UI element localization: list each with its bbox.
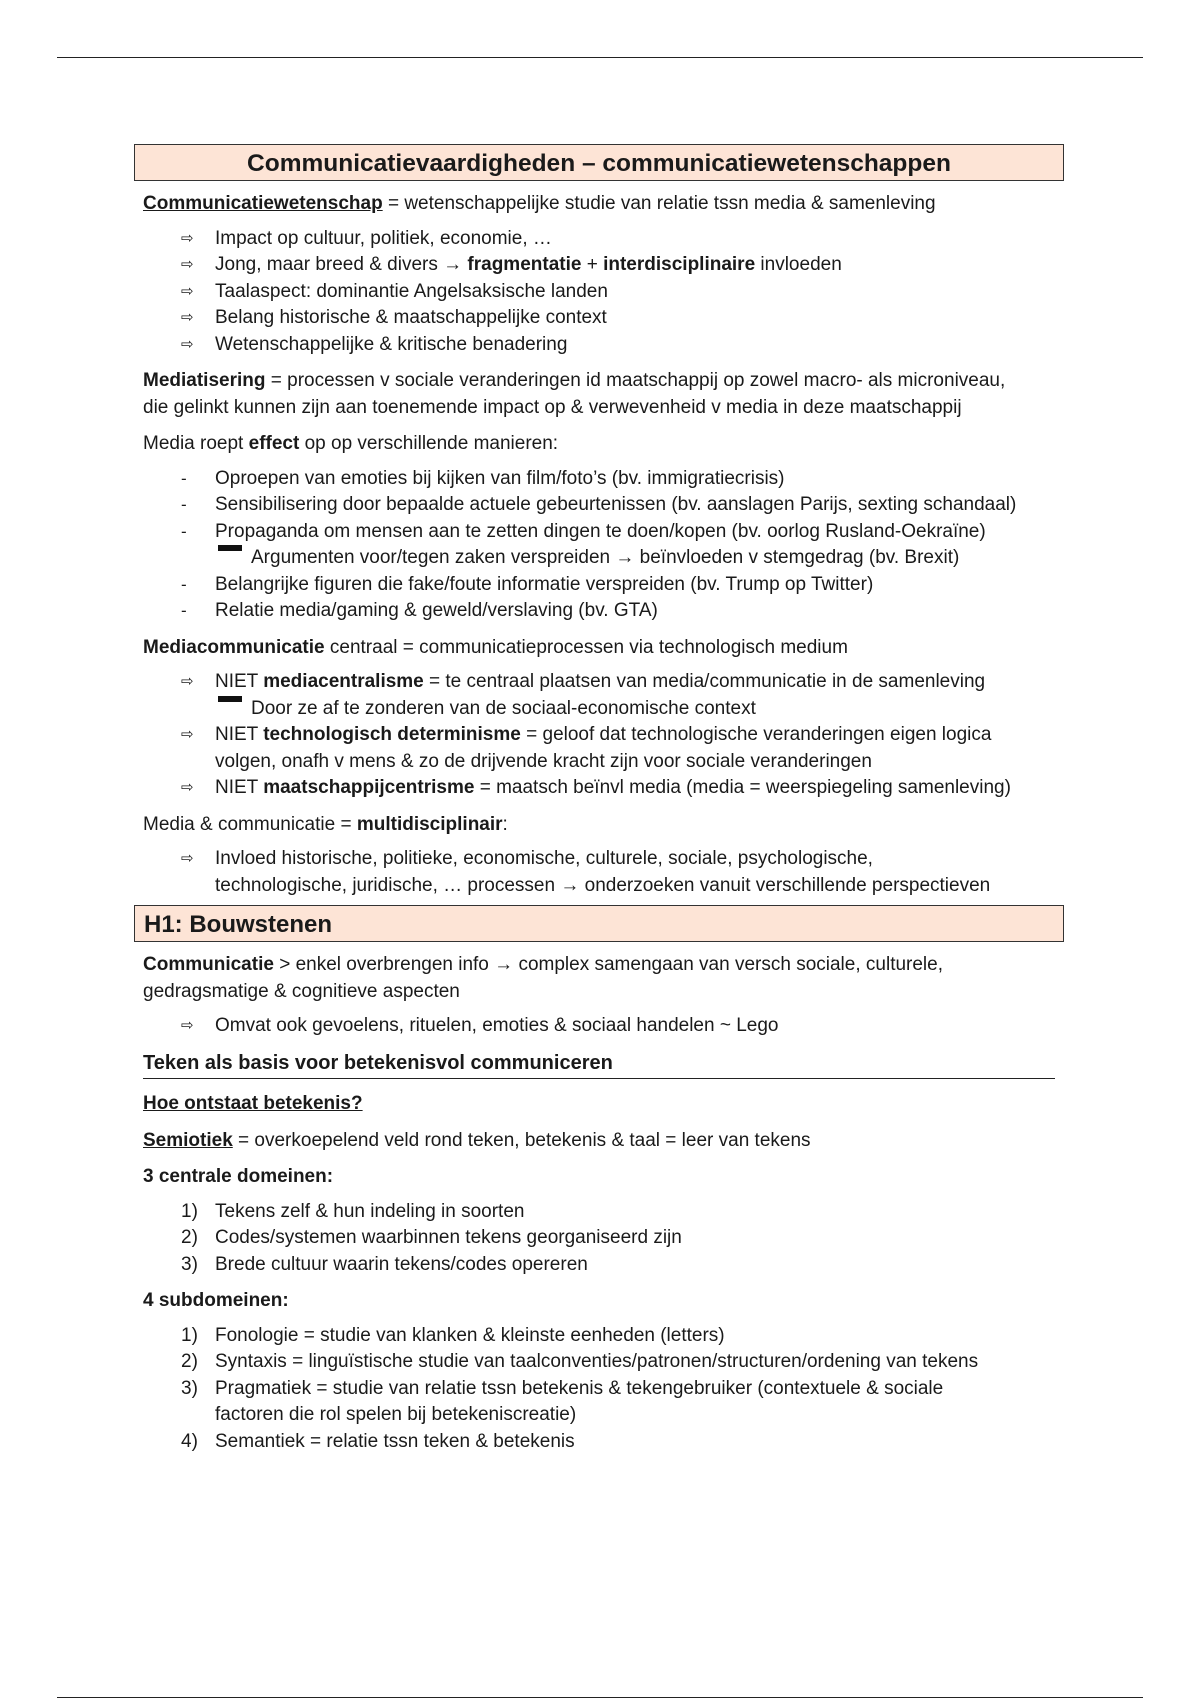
list-item: 3) Pragmatiek = studie van relatie tssn betekenis & tekengebruiker (contextuele & sociale factoren die rol spelen bij betekeniscreatie) — [181, 1377, 944, 1425]
multi-list — [143, 846, 1068, 899]
cw-list — [143, 226, 1068, 359]
arrow-icon: → — [615, 547, 635, 568]
list-item: - Sensibilisering door bepaalde actuele gebeurtenissen (bv. aanslagen Parijs, sexting schandaal) — [143, 492, 1068, 519]
outline-arrow-icon: ⇨ — [181, 256, 194, 273]
dash-icon: - — [181, 468, 187, 488]
effect-intro: Media roept effect op op verschillende manieren: — [143, 433, 559, 454]
dash-icon: - — [181, 601, 187, 620]
list-item: Door ze af te zonderen van de sociaal-economische context — [143, 696, 1068, 723]
arrow-icon: → — [443, 254, 463, 275]
outline-arrow-icon: ⇨ — [181, 850, 194, 867]
comm-list — [143, 1013, 1068, 1040]
subdomains-list — [143, 1323, 1068, 1456]
question-heading: Hoe ontstaat betekenis? — [143, 1093, 363, 1114]
multidisciplinair-intro: Media & communicatie = multidisciplinair: — [143, 813, 508, 835]
arrow-icon: → — [560, 874, 580, 896]
document-title: Communicatievaardigheden – communicatiewetenschappen — [134, 144, 1064, 181]
communicatie-definition: Communicatie > enkel overbrengen info → complex samengaan van versch sociale, culturele, gedragsmatige & cognitieve aspecten — [143, 954, 944, 1002]
effect-list — [143, 466, 1068, 625]
dash-icon: - — [181, 495, 187, 514]
mediacommunicatie-intro: Mediacommunicatie centraal = communicatieprocessen via technologisch medium — [143, 636, 848, 658]
list-item: ⇨ NIET maatschappijcentrisme = maatsch beïnvl media (media = weerspiegeling samenleving) — [143, 775, 1068, 802]
list-item: ⇨ NIET technologisch determinisme = geloof dat technologische veranderingen eigen logica volgen, onafh v mens & zo de drijvende kracht zijn voor sociale veranderingen — [181, 724, 992, 772]
list-item: ⇨ Wetenschappelijke & kritische benadering — [143, 332, 1068, 359]
outline-arrow-icon: ⇨ — [181, 229, 194, 247]
mc-list — [143, 669, 1068, 802]
list-item: ⇨ Jong, maar breed & divers → fragmentatie + interdisciplinaire invloeden — [143, 252, 1068, 279]
arrow-icon: → — [494, 954, 514, 975]
list-item: Argumenten voor/tegen zaken verspreiden → beïnvloeden v stemgedrag (bv. Brexit) — [143, 545, 1068, 572]
list-item: ⇨ NIET mediacentralisme = te centraal plaatsen van media/communicatie in de samenleving — [143, 669, 1068, 696]
list-item: 1) Tekens zelf & hun indeling in soorten — [181, 1200, 525, 1222]
sub-heading: Teken als basis voor betekenisvol communiceren — [143, 1050, 1055, 1080]
list-item: 2) Syntaxis = linguïstische studie van taalconventies/patronen/structuren/ordening van tekens — [181, 1351, 979, 1372]
outline-arrow-icon: ⇨ — [181, 309, 194, 326]
list-item: ⇨ Invloed historische, politieke, economische, culturele, sociale, psychologische, technologische, juridische, … processen → onderzoeken vanuit verschillende perspectieven — [181, 848, 991, 896]
domains-title: 3 centrale domeinen: — [143, 1166, 334, 1187]
dash-icon: - — [181, 521, 187, 541]
outline-arrow-icon: ⇨ — [181, 1017, 194, 1034]
outline-arrow-icon: ⇨ — [181, 779, 194, 796]
list-item: - Propaganda om mensen aan te zetten dingen te doen/kopen (bv. oorlog Rusland-Oekraïne) — [143, 519, 1068, 546]
footer-rule — [57, 1697, 1143, 1698]
cw-definition: Communicatiewetenschap = wetenschappelijke studie van relatie tssn media & samenleving — [143, 193, 936, 214]
subdomains-title: 4 subdomeinen: — [143, 1290, 289, 1311]
list-item: 2) Codes/systemen waarbinnen tekens georganiseerd zijn — [181, 1227, 682, 1248]
square-bullet-icon — [218, 696, 242, 702]
list-item: ⇨ Omvat ook gevoelens, rituelen, emoties & sociaal handelen ~ Lego — [143, 1013, 1068, 1040]
outline-arrow-icon: ⇨ — [181, 335, 194, 353]
header-rule — [57, 57, 1143, 58]
outline-arrow-icon: ⇨ — [181, 282, 194, 300]
list-item: - Oproepen van emoties bij kijken van film/foto’s (bv. immigratiecrisis) — [143, 466, 1068, 493]
section-heading-h1: H1: Bouwstenen — [134, 905, 1064, 942]
document-page — [143, 144, 1068, 1455]
list-item: 1) Fonologie = studie van klanken & kleinste eenheden (letters) — [181, 1324, 725, 1346]
list-item: 4) Semantiek = relatie tssn teken & betekenis — [181, 1430, 575, 1452]
list-item: 3) Brede cultuur waarin tekens/codes opereren — [181, 1253, 588, 1275]
list-item: ⇨ Taalaspect: dominantie Angelsaksische landen — [143, 279, 1068, 306]
outline-arrow-icon: ⇨ — [181, 726, 194, 743]
dash-icon: - — [181, 574, 187, 594]
mediatisering-definition: Mediatisering = processen v sociale veranderingen id maatschappij op zowel macro- als microniveau, die gelinkt kunnen zijn aan toenemende impact op & verwevenheid v media in deze maatschappij — [143, 370, 1006, 418]
domains-list — [143, 1199, 1068, 1279]
outline-arrow-icon: ⇨ — [181, 673, 194, 690]
list-item: ⇨ Impact op cultuur, politiek, economie, … — [143, 226, 1068, 253]
list-item: - Belangrijke figuren die fake/foute informatie verspreiden (bv. Trump op Twitter) — [143, 572, 1068, 599]
semiotiek-definition: Semiotiek = overkoepelend veld rond teken, betekenis & taal = leer van tekens — [143, 1129, 811, 1151]
square-bullet-icon — [218, 545, 242, 551]
list-item: - Relatie media/gaming & geweld/verslaving (bv. GTA) — [143, 598, 1068, 625]
list-item: ⇨ Belang historische & maatschappelijke context — [143, 305, 1068, 332]
